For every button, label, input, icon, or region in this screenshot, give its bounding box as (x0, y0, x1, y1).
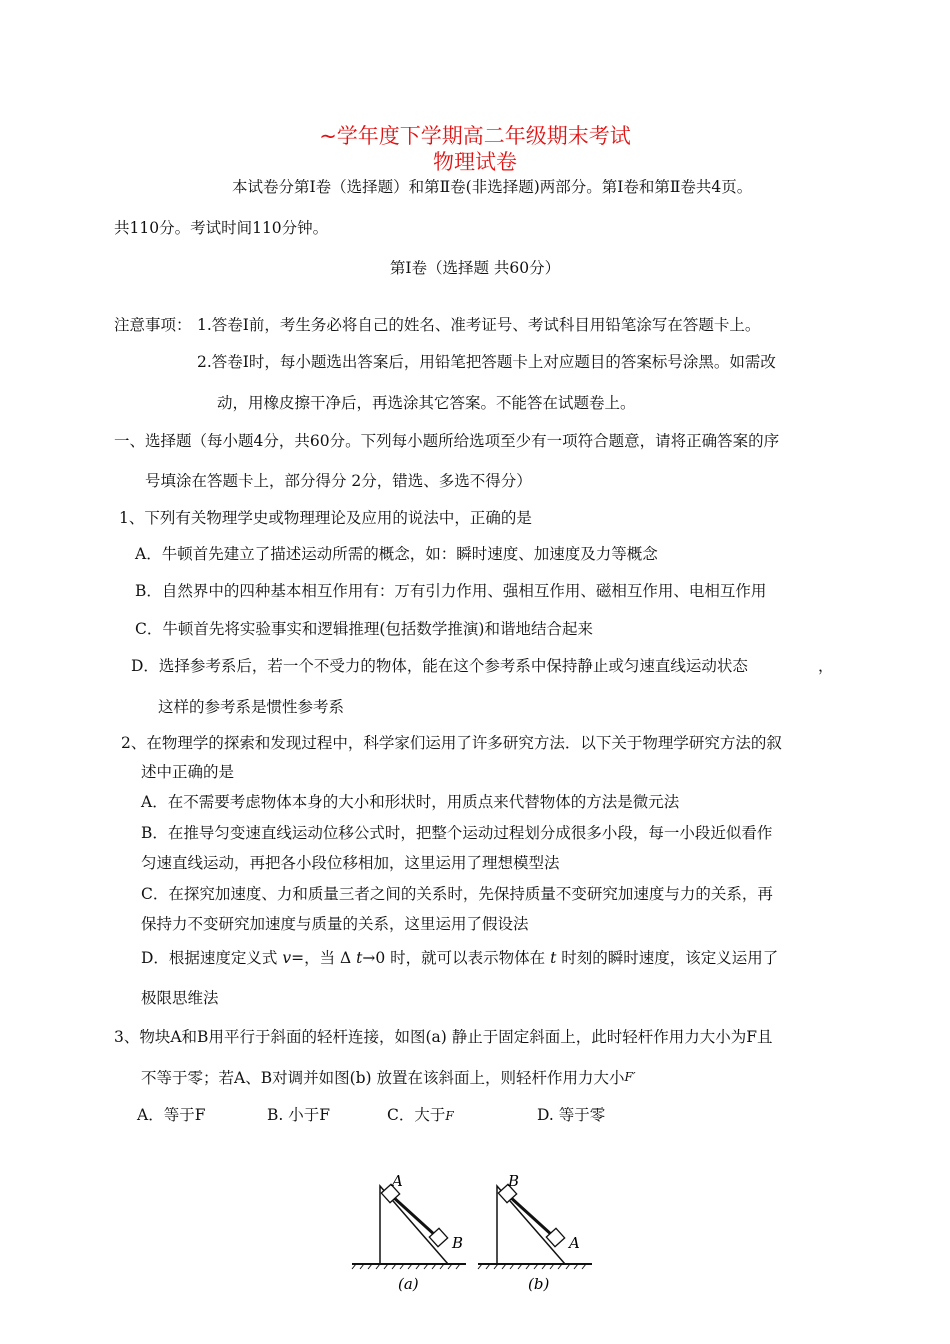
q2-d-post: 时刻的瞬时速度，该定义运用了 (556, 949, 779, 967)
q3-option-c-text: C．大于 (387, 1106, 446, 1124)
q1-option-b: B．自然界中的四种基本相互作用有：万有引力作用、强相互作用、磁相互作用、电相互作用 (135, 582, 767, 600)
q1-option-d-comma: ， (818, 657, 834, 675)
intro-line-1: 本试卷分第Ⅰ卷（选择题）和第Ⅱ卷(非选择题)两部分。第Ⅰ卷和第Ⅱ卷共4页。 (232, 178, 753, 196)
q2-d-mid: =，当 Δ (291, 949, 357, 967)
q3-option-a: A．等于F (137, 1106, 206, 1124)
notes-item-1: 1.答卷Ⅰ前，考生务必将自己的姓名、准考证号、考试科目用铅笔涂写在答题卡上。 (197, 316, 761, 334)
notes-item-2-cont: 动，用橡皮擦干净后，再选涂其它答案。不能答在试题卷上。 (217, 394, 636, 412)
q2-option-c: C．在探究加速度、力和质量三者之间的关系时，先保持质量不变研究加速度与力的关系，再 (141, 885, 773, 903)
q1-option-d: D．选择参考系后，若一个不受力的物体，能在这个参考系中保持静止或匀速直线运动状态 (131, 657, 748, 675)
figure-a-label-top: A (392, 1172, 403, 1190)
q2-stem-cont: 述中正确的是 (141, 763, 235, 781)
q3-stem: 3、物块A和B用平行于斜面的轻杆连接，如图(a) 静止于固定斜面上，此时轻杆作用力大小为F且 (114, 1028, 773, 1046)
q2-option-d (141, 948, 778, 968)
notes-item-2: 2.答卷Ⅰ时，每小题选出答案后，用铅笔把答题卡上对应题目的答案标号涂黑。如需改 (197, 353, 776, 371)
figure-a-caption: (a) (398, 1275, 419, 1293)
figure-b-rod (509, 1196, 553, 1236)
exam-title: ~学年度下学期高二年级期末考试 (319, 124, 631, 148)
figure-a (352, 1172, 466, 1293)
q2-d-t: t (356, 949, 363, 967)
q1-stem: 1、下列有关物理学史或物理理论及应用的说法中，正确的是 (119, 509, 532, 527)
incline-figure (340, 1168, 610, 1298)
q3-option-c-f: F (445, 1109, 454, 1123)
q3-stem-cont-text: 不等于零；若A、B对调并如图(b) 放置在该斜面上，则轻杆作用力大小 (141, 1069, 625, 1087)
figure-a-label-bottom: B (452, 1234, 464, 1252)
q1-option-c: C．牛顿首先将实验事实和逻辑推理(包括数学推演)和谐地结合起来 (135, 620, 593, 638)
q3-f-prime: F′ (624, 1070, 636, 1084)
part-one-instructions: 一、选择题（每小题4分，共60分。下列每小题所给选项至少有一项符合题意，请将正确答案的序 (114, 432, 780, 450)
q2-option-d-cont: 极限思维法 (141, 989, 219, 1007)
q3-option-d: D. 等于零 (537, 1106, 606, 1124)
q2-stem: 2、在物理学的探索和发现过程中，科学家们运用了许多研究方法．以下关于物理学研究方法的叙 (121, 734, 782, 752)
notes-label: 注意事项： (114, 316, 192, 334)
q1-option-a: A．牛顿首先建立了描述运动所需的概念，如：瞬时速度、加速度及力等概念 (135, 545, 658, 563)
q2-option-a: A．在不需要考虑物体本身的大小和形状时，用质点来代替物体的方法是微元法 (141, 793, 680, 811)
figure-b-caption: (b) (528, 1275, 550, 1293)
intro-line-2: 共110分。考试时间110分钟。 (114, 219, 329, 237)
figure-a-rod (392, 1196, 436, 1236)
q1-option-d-cont: 这样的参考系是惯性参考系 (158, 698, 345, 716)
exam-subtitle: 物理试卷 (433, 150, 517, 174)
figure-b (478, 1172, 592, 1293)
q2-d-arrow: →0 时，就可以表示物体在 (362, 949, 551, 967)
q2-d-pre: D．根据速度定义式 (141, 949, 283, 967)
q2-option-c-cont: 保持力不变研究加速度与质量的关系，这里运用了假设法 (141, 915, 529, 933)
q2-d-v: v (282, 949, 292, 967)
q3-option-b: B. 小于F (267, 1106, 330, 1124)
figure-b-label-top: B (508, 1172, 520, 1190)
section-heading: 第Ⅰ卷（选择题 共60分） (389, 259, 561, 277)
q3-stem-cont (141, 1067, 636, 1088)
q3-option-c (387, 1105, 454, 1126)
part-one-instructions-cont: 号填涂在答题卡上，部分得分 2分，错选、多选不得分） (145, 472, 532, 490)
q2-option-b: B．在推导匀变速直线运动位移公式时，把整个运动过程划分成很多小段，每一小段近似看作 (141, 824, 773, 842)
q2-option-b-cont: 匀速直线运动，再把各小段位移相加，这里运用了理想模型法 (141, 854, 560, 872)
figure-b-label-bottom: A (569, 1234, 580, 1252)
q2-d-t2: t (550, 949, 557, 967)
